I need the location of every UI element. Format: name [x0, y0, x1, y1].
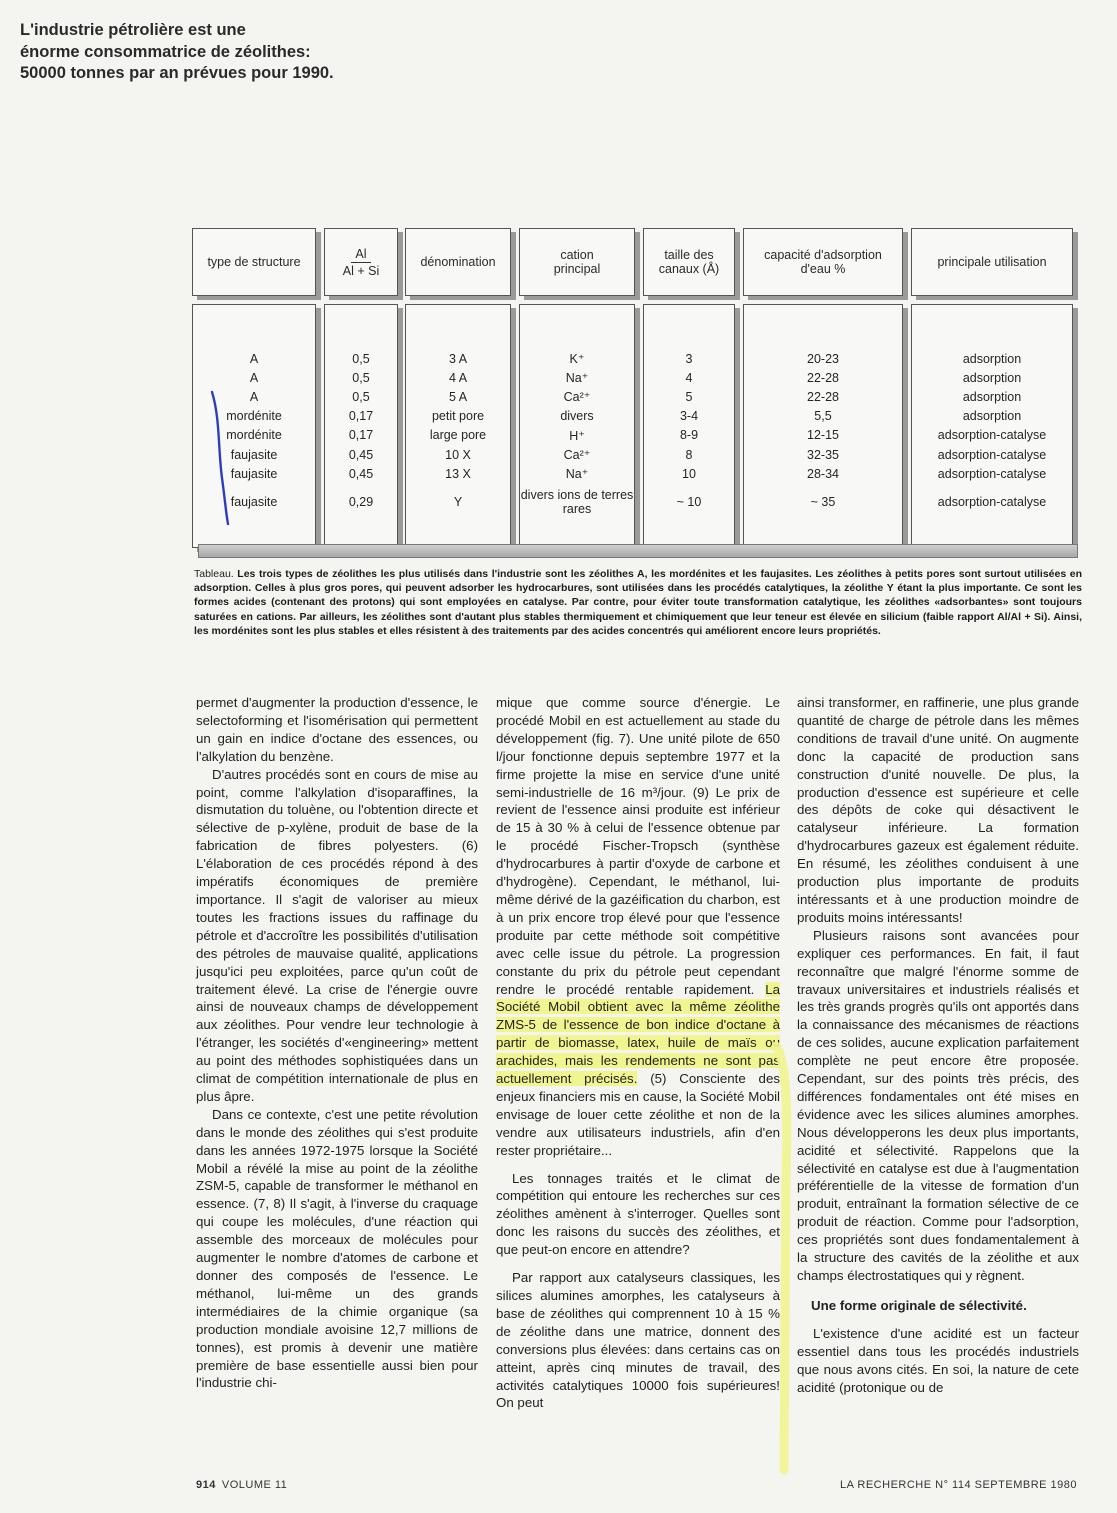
cell-cation: divers ions de terres rares	[520, 488, 634, 517]
col3-paragraph-3: L'existence d'une acidité est un facteur essentiel dans tous les procédés industriels que nous avons cités. En soi, la nature de cete acidité (protonique ou de	[797, 1325, 1079, 1395]
col3-paragraph-1: ainsi transformer, en raffinerie, une plus grande quantité de charge de pétrole dans les mêmes conditions de travail d'une unité. On augmente donc la capacité de production sans construction d'unité nouvelle. De plus, la production d'essence est supérieure et celle des dépôts de coke qui désactivent le catalyseur inférieure. La formation d'hydrocarbures gazeux est également réduite. En résumé, les zéolithes conduisent à une production plus importante de produits intéressants et à une production moindre de produits moins intéressants!	[797, 695, 1079, 925]
header-utilisation: principale utilisation	[911, 228, 1073, 296]
cell-capacite: 22-28	[807, 370, 839, 385]
col-utilisation	[911, 304, 1073, 548]
cell-denomination: petit pore	[431, 409, 485, 424]
ratio-denominator: Al + Si	[342, 263, 380, 278]
header-taille: taille des canaux (Å)	[643, 228, 735, 296]
cell-capacite: 32-35	[807, 447, 839, 462]
col-ratio	[324, 304, 398, 548]
header-capacite: capacité d'adsorption d'eau %	[743, 228, 903, 296]
cell-type: faujasite	[230, 466, 278, 481]
cell-ratio: 0,5	[352, 370, 370, 385]
cell-utilisation: adsorption-catalyse	[937, 447, 1047, 462]
col3-paragraph-2: Plusieurs raisons sont avancées pour expliquer ces performances. En fait, il faut reconnaître que malgré l'énorme somme de travaux universitaires et industriels réalisés et les très grands progrès qu'ils ont apportés dans la connaissance des mécanismes de réactions de ces solides, aucune explication parfaitement complète ne peut encore être proposée. Cependant, sur des points très précis, des différences fondamentales ont été mises en évidence avec les silices alumines amorphes. Nous développerons les deux plus importants, acidité et sélectivité. Rappelons que la sélectivité en catalyse est due à l'augmentation préférentielle de la vitesse de formation d'un produit, entraînant la formation sélective de ce produit de réaction. Comme pour l'adsorption, ces propriétés sont dues fondamentalement à la structure des cavités de la zéolithe et aux champs électrostatiques qui y règnent.	[797, 927, 1079, 1283]
cell-type: faujasite	[230, 495, 278, 510]
col-capacite	[743, 304, 903, 548]
col2-paragraph-3: Par rapport aux catalyseurs classiques, les silices alumines amorphes, les catalyseurs à base de zéolithes qui comprennent 10 à 15 % de zéolithe dans une matrice, donnent des conversions plus élevées: dans certains cas on atteint, après cinq minutes de travail, des activités catalytiques 10000 fois supérieures! On peut	[496, 1270, 780, 1411]
col1-paragraph-1: permet d'augmenter la production d'essence, le selectoforming et l'isomérisation qui permettent un gain en indice d'octane des essences, ou l'alkylation du benzène.	[196, 695, 478, 764]
col-taille	[643, 304, 735, 548]
cell-utilisation: adsorption	[962, 409, 1022, 424]
cell-type: mordénite	[226, 428, 282, 443]
cell-ratio: 0,45	[348, 466, 374, 481]
highlighted-passage: La Société Mobil obtient avec la même zéolithe ZMS-5 de l'essence de bon indice d'octane à partir de biomasse, latex, huile de maïs ou arachides, mais les rendements ne sont pas actuellement précisés.	[496, 981, 780, 1087]
section-title: Une forme originale de sélectivité.	[811, 1297, 1027, 1313]
cell-ratio: 0,5	[352, 389, 370, 404]
cell-type: A	[249, 389, 259, 404]
cell-ratio: 0,5	[352, 351, 370, 366]
volume-label: VOLUME 11	[221, 1479, 288, 1491]
cell-taille: 5	[685, 389, 693, 404]
cell-taille: 8-9	[679, 428, 699, 443]
col1-paragraph-3: Dans ce contexte, c'est une petite révolution dans le monde des zéolithes qui s'est produite dans les années 1972-1975 lorsque la Société Mobil a révélé la mise au point de la zéolithe ZSM-5, capable de transformer le méthanol en essence. (7, 8) Il s'agit, à l'inverse du craquage qui coupe les molécules, d'une réaction qui assemble des morceaux de molécules pour augmenter le nombre d'atomes de carbone et donner des composés de l'essence. Le méthanol, lui-même un des grands intermédiaires de la chimie organique (sa production mondiale avoisine 12,7 millions de tonnes), est promis à devenir une matière première de base essentielle aussi bien pour l'industrie chi-	[196, 1106, 478, 1391]
cell-capacite: 28-34	[807, 466, 839, 481]
cell-capacite: ~ 35	[810, 495, 836, 510]
header-cation: cation principal	[519, 228, 635, 296]
caption-lead: Tableau.	[194, 568, 234, 580]
cell-ratio: 0,29	[348, 495, 374, 510]
headline-line-3: 50000 tonnes par an prévues pour 1990.	[20, 64, 334, 82]
ratio-numerator: Al	[351, 247, 370, 263]
cell-taille: ~ 10	[676, 495, 702, 510]
cell-type: mordénite	[226, 409, 282, 424]
cell-utilisation: adsorption	[962, 389, 1022, 404]
cell-denomination: 13 X	[445, 466, 471, 481]
cell-taille: 10	[682, 466, 696, 481]
table-base	[198, 544, 1078, 558]
cell-cation: Ca²⁺	[563, 448, 591, 463]
blue-pen-mark	[206, 388, 230, 528]
page-number: 914	[196, 1479, 216, 1491]
cell-denomination: 3 A	[448, 351, 468, 366]
ratio-fraction	[343, 247, 379, 278]
cell-capacite: 22-28	[807, 389, 839, 404]
col-cation	[519, 304, 635, 548]
footer-journal: LA RECHERCHE N° 114 SEPTEMBRE 1980	[840, 1479, 1077, 1491]
cell-denomination: 5 A	[448, 389, 468, 404]
cell-denomination: 4 A	[448, 370, 468, 385]
header-ratio	[324, 228, 398, 296]
caption-text: Les trois types de zéolithes les plus utilisés dans l'industrie sont les zéolithes A, les mordénites et les faujasites. Les zéolithes à petits pores sont surtout utilisées en adsorption. Celles à plus gros pores, qui peuvent adsorber les hydrocarbures, sont utilisées dans les procédés catalytiques, la zéolithe Y étant la plus importante. Ce sont les formes acides (contenant des protons) qui sont employées en catalyse. Par contre, pour éviter toute transformation catalytique, les zéolithes «adsorbantes» sont toujours saturées en cations. Par ailleurs, les zéolithes sont d'autant plus stables thermiquement et chimiquement que leur teneur est élevée en silicium (faible rapport Al/Al + Si). Ainsi, les mordénites sont les plus stables et elles résistent à des traitements par des acides concentrés qui améliorent encore leurs propriétés.	[194, 568, 1082, 637]
zeolite-table	[192, 228, 1080, 558]
col2-p1-end: (5) Consciente des enjeux financiers mis en cause, la Société Mobil envisage de louer cette zéolithe et non de la vendre aux utilisateurs industriels, afin d'en rester propriétaire...	[496, 1071, 781, 1158]
cell-ratio: 0,17	[348, 409, 374, 424]
cell-utilisation: adsorption	[962, 370, 1022, 385]
cell-capacite: 20-23	[807, 351, 839, 366]
cell-capacite: 5,5	[814, 409, 832, 424]
column-2	[496, 694, 780, 1412]
cell-utilisation: adsorption-catalyse	[937, 428, 1047, 443]
cell-type: A	[249, 351, 259, 366]
cell-type: A	[249, 370, 259, 385]
cell-ratio: 0,45	[348, 447, 374, 462]
cell-denomination: large pore	[429, 428, 487, 443]
col2-paragraph-1	[496, 694, 780, 1160]
cell-utilisation: adsorption-catalyse	[937, 466, 1047, 481]
highlighter-stroke	[770, 1040, 796, 1480]
table-caption	[194, 567, 1082, 638]
col-denomination	[405, 304, 511, 548]
header-denomination: dénomination	[405, 228, 511, 296]
col2-p1-text: mique que comme source d'énergie. Le procédé Mobil en est actuellement au stade du développement (fig. 7). Une unité pilote de 650 l/jour fonctionne depuis septembre 1977 et la firme projette la mise en service d'une unité semi-industrielle de 16 m³/jour. (9) Le prix de revient de l'essence ainsi produite est inférieur de 15 à 30 % à celui de l'essence obtenue par le procédé Fischer-Tropsch (synthèse d'hydrocarbures à partir d'oxyde de carbone et d'hydrogène). Cependant, le méthanol, lui-même dérivé de la gazéification du charbon, est à un prix encore trop élevé pour que l'essence produite par cette méthode soit compétitive avec celle issue du pétrole. La progression constante du prix du pétrole peut cependant rendre le procédé rentable rapidement.	[496, 695, 780, 997]
cell-cation: Na⁺	[565, 371, 589, 386]
col1-paragraph-2: D'autres procédés sont en cours de mise au point, comme l'alkylation d'isoparaffines, la dismutation du toluène, ou l'obtention directe et sélective de p-xylène, produit de base de la fabrication de fibres polyesters. (6) L'élaboration de ces procédés répond à des impératifs économiques de première importance. Il s'agit de valoriser au mieux toutes les fractions issues du raffinage du pétrole et d'accroître les possibilités d'utilisation des pétroles de mauvaise qualité, applications jusqu'ici peu exploitées, parce qu'un coût de traitement élevé. La crise de l'énergie ouvre ainsi de nouveaux champs de développement aux zéolithes. Pour vendre leur technologie à l'étranger, les sociétés d'«engineering» mettent au point des méthodes sophistiquées dans un climat de compétition internationale de plus en plus âpre.	[196, 766, 478, 1104]
header-type: type de structure	[192, 228, 316, 296]
cell-taille: 4	[685, 370, 693, 385]
cell-cation: Ca²⁺	[563, 390, 591, 405]
headline	[20, 20, 460, 85]
cell-type: faujasite	[230, 447, 278, 462]
cell-taille: 3	[685, 351, 693, 366]
cell-utilisation: adsorption	[962, 351, 1022, 366]
column-3	[797, 694, 1079, 1396]
cell-denomination: 10 X	[445, 447, 471, 462]
col2-paragraph-2: Les tonnages traités et le climat de compétition qui entoure les recherches sur ces zéolithes amènent à s'interroger. Quelles sont donc les raisons du succès des zéolithes, et que peut-on encore en attendre?	[496, 1170, 780, 1258]
headline-line-1: L'industrie pétrolière est une	[20, 21, 246, 39]
cell-ratio: 0,17	[348, 428, 374, 443]
cell-cation: divers	[560, 409, 594, 424]
cell-cation: K⁺	[569, 352, 585, 367]
cell-capacite: 12-15	[807, 428, 839, 443]
cell-taille: 8	[685, 447, 693, 462]
cell-cation: Na⁺	[565, 467, 589, 482]
cell-cation: H⁺	[569, 428, 585, 443]
cell-utilisation: adsorption-catalyse	[937, 495, 1047, 510]
cell-taille: 3-4	[679, 409, 699, 424]
headline-line-2: énorme consommatrice de zéolithes:	[20, 42, 311, 61]
cell-denomination: Y	[453, 495, 463, 510]
footer-left	[196, 1479, 287, 1491]
column-1	[196, 694, 478, 1392]
